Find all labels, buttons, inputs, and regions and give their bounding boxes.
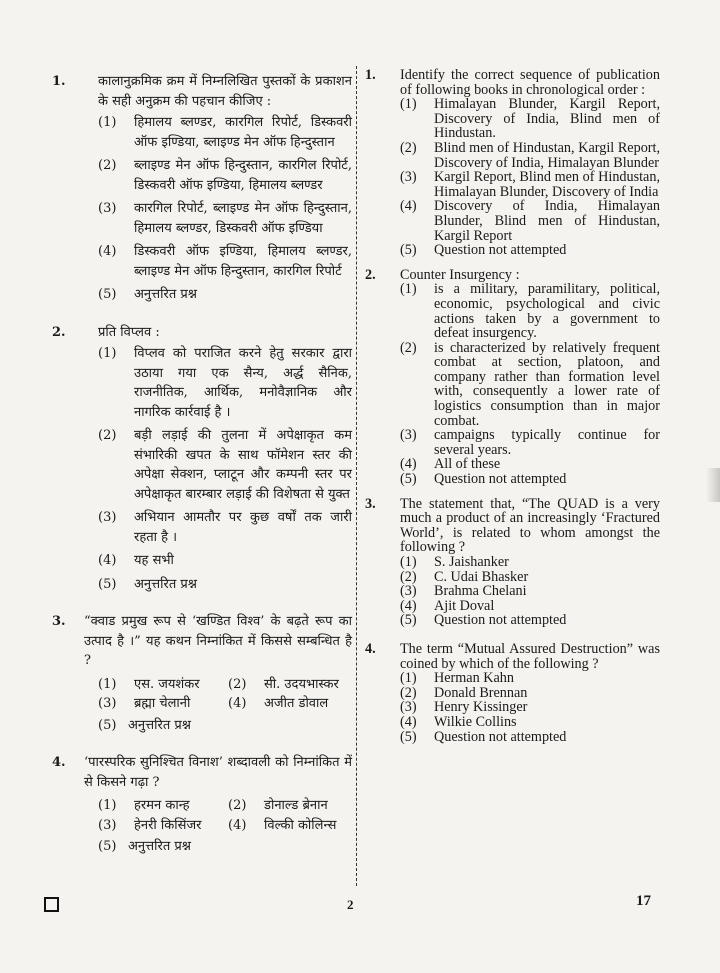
option-text: अनुत्तरित प्रश्न xyxy=(128,717,191,733)
option xyxy=(400,243,660,258)
option-label: (5) xyxy=(400,612,417,629)
option xyxy=(400,584,660,599)
option-grid xyxy=(98,675,352,714)
option-label: (5) xyxy=(400,728,417,745)
hindi-question-3 xyxy=(52,612,352,735)
square-marker-icon xyxy=(44,897,59,912)
option xyxy=(400,686,660,701)
option xyxy=(98,796,222,816)
option-grid xyxy=(98,796,352,835)
option-label: (1) xyxy=(98,676,117,692)
option-text: Herman Kahn xyxy=(434,670,514,687)
option-text: बड़ी लड़ाई की तुलना में अपेक्षाकृत कम संभारिकी खपत के साथ फॉमेशन स्तर की अपेक्षा सेक्शन, प्लाटून और कम्पनी स्तर पर अपेक्षाकृत बारम्बार लड़ाई की विशेषता से युक्त xyxy=(134,428,352,502)
option-text: All of these xyxy=(434,456,501,473)
option xyxy=(228,675,352,695)
option-label: (3) xyxy=(400,583,417,600)
option xyxy=(98,426,352,504)
option xyxy=(228,796,352,816)
option xyxy=(98,344,352,422)
option xyxy=(400,428,660,457)
option-label: (1) xyxy=(400,281,417,298)
option-label: (4) xyxy=(400,456,417,473)
option-text: कारगिल रिपोर्ट, ब्लाइण्ड मेन ऑफ हिन्दुस्तान, हिमालय ब्लण्डर, डिस्कवरी ऑफ इण्डिया xyxy=(134,201,352,236)
option-text: is characterized by relatively frequent combat at section, platoon, and company rather than formation level with, consequently a lower rate of logistics consumption than in major combat. xyxy=(434,339,660,429)
option-label: (5) xyxy=(98,287,117,302)
option-label: (5) xyxy=(98,717,117,733)
question-text: The term “Mutual Assured Destruction” was coined by which of the following ? xyxy=(400,640,660,672)
option xyxy=(400,282,660,340)
option xyxy=(98,242,352,281)
english-question-3 xyxy=(362,497,660,628)
option xyxy=(400,613,660,628)
option xyxy=(228,694,352,714)
option xyxy=(400,97,660,141)
page-number: 2 xyxy=(347,897,354,912)
page-edge-shadow xyxy=(706,468,720,502)
option-label: (5) xyxy=(400,242,417,259)
option xyxy=(228,816,352,836)
option-text: यह सभी xyxy=(134,553,174,568)
option-label: (3) xyxy=(98,696,117,711)
question-text: ‘पारस्परिक सुनिश्चित विनाश’ शब्दावली को निम्नांकित में से किसने गढ़ा ? xyxy=(84,755,352,790)
option xyxy=(400,170,660,199)
hindi-question-2 xyxy=(52,323,352,595)
option-label: (4) xyxy=(228,817,247,833)
option-label: (1) xyxy=(400,554,417,570)
option-label: (2) xyxy=(400,684,417,701)
option-text: डोनाल्ड ब्रेनान xyxy=(264,798,328,813)
option-label: (2) xyxy=(228,798,247,813)
option xyxy=(400,555,660,570)
option-text: अजीत डोवाल xyxy=(264,696,329,711)
option-text: S. Jaishanker xyxy=(434,554,509,570)
option-label: (1) xyxy=(98,115,117,130)
option-text: campaigns typically continue for several years. xyxy=(434,427,660,458)
option xyxy=(400,141,660,170)
english-question-2 xyxy=(362,268,660,487)
option xyxy=(400,341,660,429)
option-label: (5) xyxy=(98,576,117,592)
option xyxy=(98,551,352,571)
english-question-1 xyxy=(362,68,660,258)
option-text: Question not attempted xyxy=(434,242,567,259)
option-text: अनुत्तरित प्रश्न xyxy=(128,839,191,854)
option xyxy=(400,715,660,730)
question-number: 4. xyxy=(52,755,66,770)
option-label: (4) xyxy=(98,553,117,568)
option-label: (2) xyxy=(400,568,417,585)
question-text: प्रति विप्लव : xyxy=(98,324,160,340)
question-number: 3. xyxy=(365,495,376,512)
question-text: Identify the correct sequence of publication of following books in chronological order : xyxy=(400,67,660,98)
option xyxy=(400,730,660,745)
option xyxy=(400,457,660,472)
option-text: ब्लाइण्ड मेन ऑफ हिन्दुस्तान, कारगिल रिपोर्ट, डिस्कवरी ऑफ इण्डिया, हिमालय ब्लण्डर xyxy=(134,158,352,193)
question-text: Counter Insurgency : xyxy=(400,266,520,283)
question-number: 3. xyxy=(52,614,66,629)
option-label: (5) xyxy=(98,839,117,854)
option-label: (2) xyxy=(98,428,117,443)
option-label: (3) xyxy=(98,817,117,833)
question-text: कालानुक्रमिक क्रम में निम्नलिखित पुस्तकों के प्रकाशन के सही अनुक्रम की पहचान कीजिए : xyxy=(98,74,352,109)
option-text: हिमालय ब्लण्डर, कारगिल रिपोर्ट, डिस्कवरी ऑफ इण्डिया, ब्लाइण्ड मेन ऑफ हिन्दुस्तान xyxy=(134,115,352,150)
option-text: ब्रह्मा चेलानी xyxy=(134,696,191,711)
option xyxy=(98,113,352,152)
hindi-column xyxy=(52,66,352,857)
option-text: विल्की कोलिन्स xyxy=(264,817,337,833)
option xyxy=(98,575,352,595)
option xyxy=(98,199,352,238)
option-text: Blind men of Hindustan, Kargil Report, Discovery of India, Himalayan Blunder xyxy=(434,139,660,171)
question-number: 4. xyxy=(365,640,376,657)
option-text: डिस्कवरी ऑफ इण्डिया, हिमालय ब्लण्डर, ब्लाइण्ड मेन ऑफ हिन्दुस्तान, कारगिल रिपोर्ट xyxy=(134,244,352,279)
option-text: अनुत्तरित प्रश्न xyxy=(134,576,197,592)
option-text: Ajit Doval xyxy=(434,597,495,614)
question-text: The statement that, “The QUAD is a very much a product of an increasingly ‘Fractured World’, is related to whom amongst the following ? xyxy=(400,495,660,556)
option-label: (5) xyxy=(400,471,417,488)
english-question-4 xyxy=(362,642,660,744)
hindi-question-4 xyxy=(52,753,352,857)
option xyxy=(98,716,352,736)
option-label: (4) xyxy=(228,696,247,711)
option-text: अभियान आमतौर पर कुछ वर्षों तक जारी रहता है । xyxy=(134,510,352,545)
option-text: Henry Kissinger xyxy=(434,699,528,716)
option-label: (3) xyxy=(400,427,417,444)
option-text: Question not attempted xyxy=(434,728,567,745)
option-label: (1) xyxy=(98,798,117,813)
option-text: हेनरी किसिंजर xyxy=(134,817,202,833)
option-label: (2) xyxy=(400,339,417,356)
question-number: 1. xyxy=(365,67,376,83)
option-text: is a military, paramilitary, political, economic, psychological and civic actions taken by a government to defeat insurgency. xyxy=(434,281,660,342)
option xyxy=(400,199,660,243)
option-label: (2) xyxy=(98,158,117,173)
option xyxy=(98,694,222,714)
option-text: Brahma Chelani xyxy=(434,583,527,600)
option-text: एस. जयशंकर xyxy=(134,676,200,692)
question-number: 2. xyxy=(365,266,376,283)
option-label: (3) xyxy=(400,699,417,716)
option xyxy=(98,837,352,857)
question-text: “क्वाड प्रमुख रूप से ‘खण्डित विश्व’ के बढ़ते रूप का उत्पाद है ।” यह कथन निम्नांकित में किससे सम्बन्धित है ? xyxy=(84,614,352,668)
option xyxy=(98,675,222,695)
option-text: Wilkie Collins xyxy=(434,713,517,730)
option xyxy=(400,599,660,614)
option-text: C. Udai Bhasker xyxy=(434,568,529,585)
option-text: Question not attempted xyxy=(434,471,567,488)
booklet-number: 17 xyxy=(636,893,651,909)
option xyxy=(400,671,660,686)
option-text: Himalayan Blunder, Kargil Report, Discovery of India, Blind men of Hindustan. xyxy=(434,96,660,142)
option-label: (3) xyxy=(98,201,117,216)
option-text: Discovery of India, Himalayan Blunder, Blind men of Hindustan, Kargil Report xyxy=(434,198,660,244)
option-label: (3) xyxy=(400,169,417,186)
option-label: (1) xyxy=(98,346,117,361)
english-column xyxy=(362,66,660,744)
option-label: (2) xyxy=(400,139,417,156)
option-label: (4) xyxy=(400,198,417,215)
option-text: Kargil Report, Blind men of Hindustan, Himalayan Blunder, Discovery of India xyxy=(434,169,660,200)
question-number: 2. xyxy=(52,324,66,340)
option-label: (4) xyxy=(98,244,117,259)
option-label: (1) xyxy=(400,670,417,687)
option xyxy=(98,285,352,305)
option-label: (3) xyxy=(98,510,117,525)
option-label: (2) xyxy=(228,676,247,692)
option-label: (4) xyxy=(400,597,417,614)
option xyxy=(98,508,352,547)
question-number: 1. xyxy=(52,74,66,89)
option xyxy=(400,570,660,585)
option xyxy=(98,816,222,836)
option-label: (4) xyxy=(400,713,417,730)
option-text: Donald Brennan xyxy=(434,684,528,701)
option xyxy=(400,700,660,715)
option-label: (1) xyxy=(400,96,417,113)
option xyxy=(98,156,352,195)
option xyxy=(400,472,660,487)
column-divider xyxy=(356,66,357,886)
option-text: हरमन कान्ह xyxy=(134,798,190,813)
option-text: अनुत्तरित प्रश्न xyxy=(134,287,197,302)
option-text: विप्लव को पराजित करने हेतु सरकार द्वारा उठाया गया एक सैन्य, अर्द्ध सैनिक, राजनीतिक, आर्थिक, मनोवैज्ञानिक और नागरिक कार्रवाई है । xyxy=(134,346,352,420)
option-text: सी. उदयभास्कर xyxy=(264,676,339,692)
hindi-question-1 xyxy=(52,72,352,305)
option-text: Question not attempted xyxy=(434,612,567,629)
